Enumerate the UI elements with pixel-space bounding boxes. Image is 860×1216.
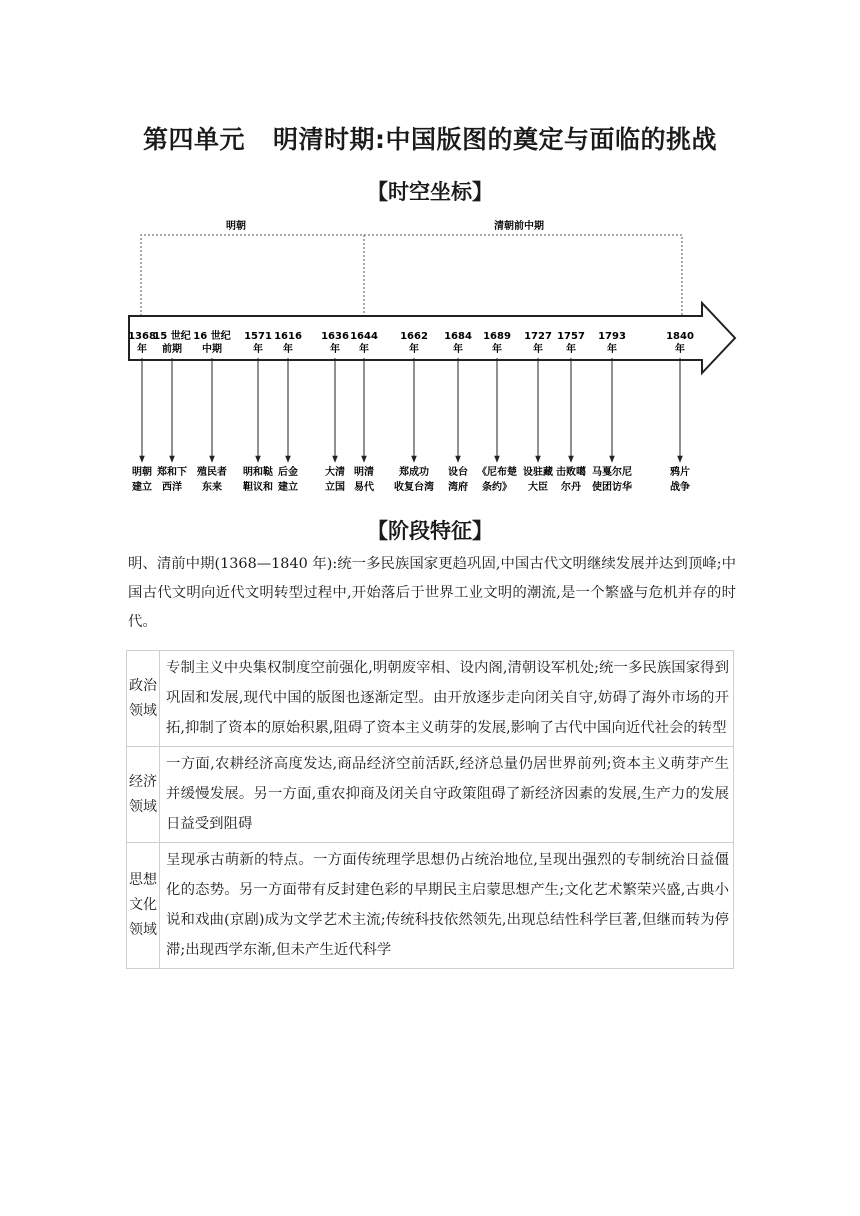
page-title (0, 120, 860, 156)
event-date: 1644 (350, 331, 378, 342)
event-label: 设驻藏 (523, 467, 553, 478)
table-row (127, 651, 734, 747)
event-date: 15 世纪 (153, 331, 191, 342)
row-content: 呈现承古萌新的特点。一方面传统理学思想仍占统治地位,呈现出强烈的专制统治日益僵化的态势。另一方面带有反封建色彩的早期民主启蒙思想产生;文化艺术繁荣兴盛,古典小说和戏曲(京剧)成为文学艺术主流;传统科技依然领先,出现总结性科学巨著,但继而转为停滞;出现西学东渐,但未产生近代科学 (160, 843, 734, 969)
unit-title: 明清时期:中国版图的奠定与面临的挑战 (273, 125, 717, 154)
event-date: 1757 (557, 331, 585, 342)
event-date: 中期 (202, 344, 222, 355)
event-label: 《尼布楚 (477, 467, 517, 478)
timeline-figure (0, 210, 860, 505)
event-date: 1840 (666, 331, 694, 342)
event-label: 大清 (325, 467, 345, 478)
row-label-line: 政治 (129, 677, 157, 694)
event-date: 1368 (128, 331, 156, 342)
event-date: 年 (409, 344, 419, 355)
period-label-qing: 清朝前中期 (494, 221, 544, 232)
event-label: 立国 (325, 482, 345, 493)
event-date: 年 (533, 344, 543, 355)
event-date: 年 (492, 344, 502, 355)
event-label: 击败噶 (556, 467, 586, 478)
row-label-line: 领域 (129, 922, 157, 938)
event-date: 1636 (321, 331, 349, 342)
row-label-line: 文化 (129, 897, 157, 913)
row-label-line: 领域 (129, 702, 157, 719)
event-date: 年 (137, 344, 147, 355)
event-label: 西洋 (162, 482, 182, 493)
ming-bracket (141, 235, 364, 316)
features-intro: 明、清前中期(1368—1840 年):统一多民族国家更趋巩固,中国古代文明继续发展并达到顶峰;中国古代文明向近代文明转型过程中,开始落后于世界工业文明的潮流,是一个繁盛与危机并存的时代。 (128, 556, 736, 630)
event-label: 郑成功 (399, 467, 429, 478)
table-row (127, 747, 734, 843)
event-label: 使团访华 (592, 482, 632, 493)
event-label: 明朝 (132, 467, 152, 478)
timeline-heading: 【时空坐标】 (367, 180, 493, 204)
features-heading: 【阶段特征】 (367, 519, 493, 543)
event-label: 大臣 (528, 482, 548, 493)
event-label: 尔丹 (561, 482, 581, 493)
event-date: 1727 (524, 331, 552, 342)
event-date: 前期 (162, 344, 182, 355)
row-label (127, 843, 160, 969)
event-label: 郑和下 (157, 467, 187, 478)
event-label: 建立 (132, 482, 152, 493)
event-layer (128, 329, 694, 493)
row-label-line: 领域 (129, 798, 157, 815)
event-date: 1793 (598, 331, 626, 342)
qing-bracket (364, 235, 682, 316)
event-date: 年 (453, 344, 463, 355)
row-label (127, 651, 160, 747)
event-label: 设台 (448, 467, 468, 478)
event-date: 1689 (483, 331, 511, 342)
event-date: 1662 (400, 331, 428, 342)
event-date: 1684 (444, 331, 472, 342)
event-label: 靼议和 (243, 482, 273, 493)
row-content: 一方面,农耕经济高度发达,商品经济空前活跃,经济总量仍居世界前列;资本主义萌芽产生并缓慢发展。另一方面,重农抑商及闭关自守政策阻碍了新经济因素的发展,生产力的发展日益受到阻碍 (160, 747, 734, 843)
event-date: 年 (566, 344, 576, 355)
row-content: 专制主义中央集权制度空前强化,明朝废宰相、设内阁,清朝设军机处;统一多民族国家得到巩固和发展,现代中国的版图也逐渐定型。由开放逐步走向闭关自守,妨碍了海外市场的开拓,抑制了资本的原始积累,阻碍了资本主义萌芽的发展,影响了古代中国向近代社会的转型 (160, 651, 734, 747)
event-date: 1616 (274, 331, 302, 342)
row-label-line: 思想 (129, 872, 157, 888)
event-date: 1571 (244, 331, 272, 342)
event-label: 明清 (354, 467, 374, 478)
event-label: 鸦片 (670, 467, 690, 478)
event-date: 年 (607, 344, 617, 355)
row-label-line: 经济 (129, 773, 157, 790)
event-label: 条约》 (482, 482, 512, 493)
event-label: 战争 (670, 482, 690, 493)
period-label-ming: 明朝 (226, 221, 246, 232)
event-date: 年 (675, 344, 685, 355)
event-label: 易代 (354, 482, 374, 493)
event-label: 明和鞑 (243, 467, 273, 478)
unit-label: 第四单元 (142, 125, 245, 154)
event-date: 16 世纪 (193, 331, 231, 342)
row-label (127, 747, 160, 843)
event-date: 年 (330, 344, 340, 355)
event-label: 马戛尔尼 (592, 467, 632, 478)
event-label: 后金 (278, 467, 298, 478)
event-label: 殖民者 (197, 467, 227, 478)
event-date: 年 (253, 344, 263, 355)
event-label: 湾府 (448, 482, 468, 493)
table-row (127, 843, 734, 969)
event-label: 东来 (202, 482, 222, 493)
event-date: 年 (283, 344, 293, 355)
event-label: 建立 (278, 482, 298, 493)
event-date: 年 (359, 344, 369, 355)
period-brackets (141, 235, 682, 316)
features-table (126, 650, 734, 969)
event-label: 收复台湾 (394, 482, 434, 493)
